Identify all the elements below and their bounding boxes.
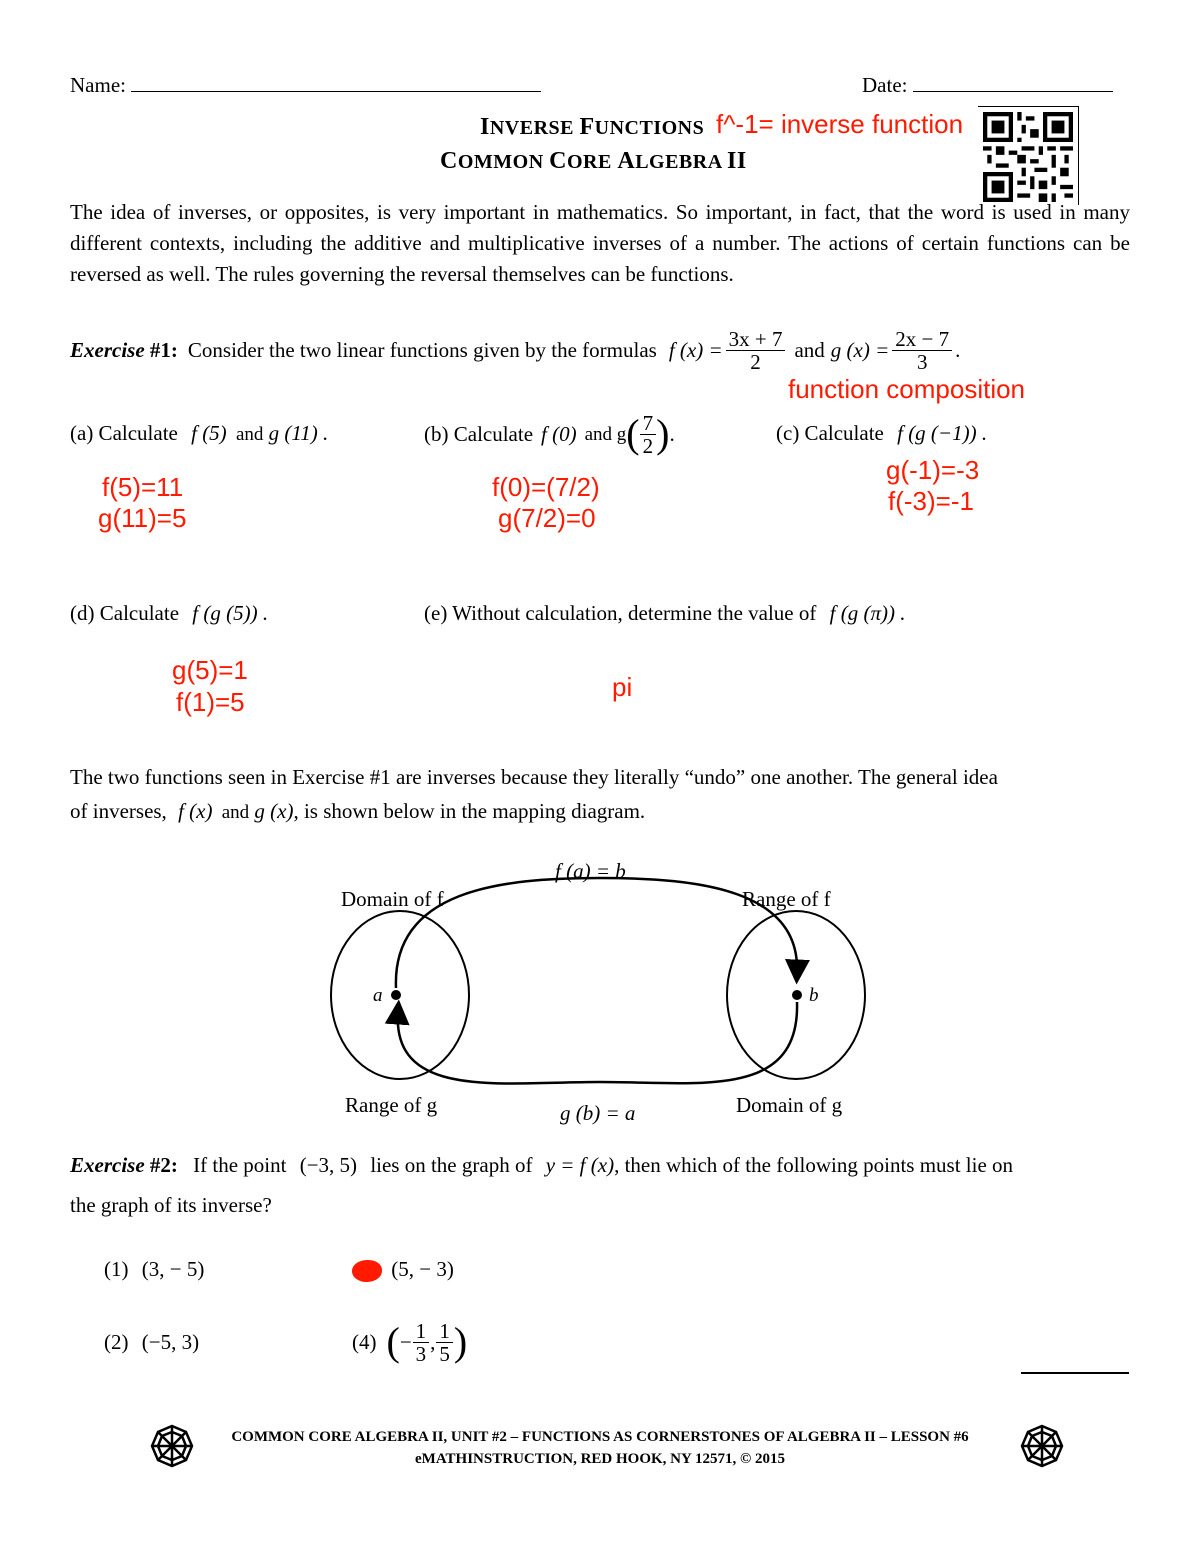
exercise2-prompt-line2: the graph of its inverse? — [70, 1193, 272, 1217]
f-formula-lhs: f (x) = — [668, 338, 723, 362]
footer-publisher-line: eMATHINSTRUCTION, RED HOOK, NY 12571, © 2015 — [415, 1451, 785, 1467]
exercise2-label: Exercise #2: — [70, 1153, 178, 1177]
exercise1-prompt: Exercise #1: Consider the two linear functions given by the formulas f (x) = $\frac{3x + 7}{2}$ and g (x) = $\frac{2x - 7}{3}$ . — [70, 327, 961, 374]
exercise2-prompt: Exercise #2: If the point (−3, 5) lies on the graph of y = f (x), then which of the following points must lie on — [70, 1153, 1014, 1177]
qr-code-icon — [983, 112, 1073, 202]
name-field-row — [70, 70, 541, 101]
course-title: COMMON CORE ALGEBRA II — [440, 148, 747, 174]
intro-paragraph: The idea of inverses, or opposites, is very important in mathematics. So important, in fact, that the word is used in many different contexts, including the additive and multiplicative inverses of a number. The actions of certain functions can be reversed as well. The rules governing the reversal themselves can be functions. — [70, 200, 1130, 286]
qr-code-frame — [978, 106, 1079, 205]
point-a-dot — [391, 990, 401, 1000]
exercise1-part-e: (e) Without calculation, determine the value of f (g (π)) . — [424, 601, 906, 625]
answer-part-d: g(5)=1 f(1)=5 — [172, 655, 248, 717]
f-formula-fraction: $\frac{3x + 7}{2}$ — [726, 328, 786, 373]
domain-of-f-label: Domain of f — [341, 887, 444, 911]
date-field-row — [862, 70, 1113, 101]
point-b-dot — [792, 990, 802, 1000]
point-b-label: b — [809, 985, 819, 1006]
f-of-a-label: f (a) = b — [555, 859, 626, 883]
exercise1-part-b: (b) Calculate f (0) and g ( $\frac{7}{2}$ ) . — [424, 410, 675, 458]
exercise1-label: Exercise #1: — [70, 338, 178, 362]
option-3[interactable]: (5, − 3) — [352, 1254, 454, 1285]
g-formula-lhs: g (x) = — [830, 338, 890, 362]
option-4[interactable]: (4) ( − $\frac{1}{3}$ , $\frac{1}{5}$ ) — [352, 1318, 468, 1366]
answer-part-a: f(5)=11 g(11)=5 — [98, 472, 187, 533]
mapping-paragraph-line1: The two functions seen in Exercise #1 are inverses because they literally “undo” one another. The general idea — [70, 765, 998, 789]
exercise1-part-c: (c) Calculate f (g (−1)) . — [776, 421, 988, 445]
exercise1-part-d: (d) Calculate f (g (5)) . — [70, 601, 269, 625]
answer-part-e: pi — [612, 672, 633, 702]
worksheet-title: INVERSE FUNCTIONS — [480, 114, 705, 140]
answer-part-c: g(-1)=-3 f(-3)=-1 — [886, 455, 980, 516]
domain-of-g-label: Domain of g — [736, 1093, 843, 1117]
date-blank[interactable] — [913, 73, 1113, 92]
range-of-g-label: Range of g — [345, 1093, 438, 1117]
footer-course-line: COMMON CORE ALGEBRA II, UNIT #2 – FUNCTIONS AS CORNERSTONES OF ALGEBRA II – LESSON #6 — [231, 1429, 969, 1445]
date-label: Date: — [862, 73, 908, 97]
range-of-f-label: Range of f — [742, 887, 831, 911]
name-label: Name: — [70, 73, 126, 97]
name-blank[interactable] — [131, 73, 541, 92]
mapping-paragraph-line2: of inverses, f (x) and g (x), is shown below in the mapping diagram. — [70, 799, 646, 823]
emath-logo-right-icon — [1020, 1424, 1064, 1468]
g-of-b-label: g (b) = a — [560, 1101, 636, 1125]
g-formula-fraction: $\frac{2x - 7}{3}$ — [892, 328, 952, 373]
option-1[interactable]: (1) (3, − 5) — [104, 1257, 205, 1281]
option-2[interactable]: (2) (−5, 3) — [104, 1330, 200, 1354]
answer-part-b: f(0)=(7/2) g(7/2)=0 — [492, 472, 600, 533]
exercise1-part-a: (a) Calculate f (5) and g (11) . — [70, 421, 329, 445]
option-3-selected-mark — [352, 1260, 382, 1282]
answer-blank[interactable] — [1021, 1372, 1129, 1374]
inverse-function-note: f^-1= inverse function — [716, 109, 964, 139]
f-arrow-top — [396, 878, 797, 988]
point-a-label: a — [373, 985, 383, 1006]
function-composition-note: function composition — [788, 374, 1026, 404]
emath-logo-left-icon — [150, 1424, 194, 1468]
